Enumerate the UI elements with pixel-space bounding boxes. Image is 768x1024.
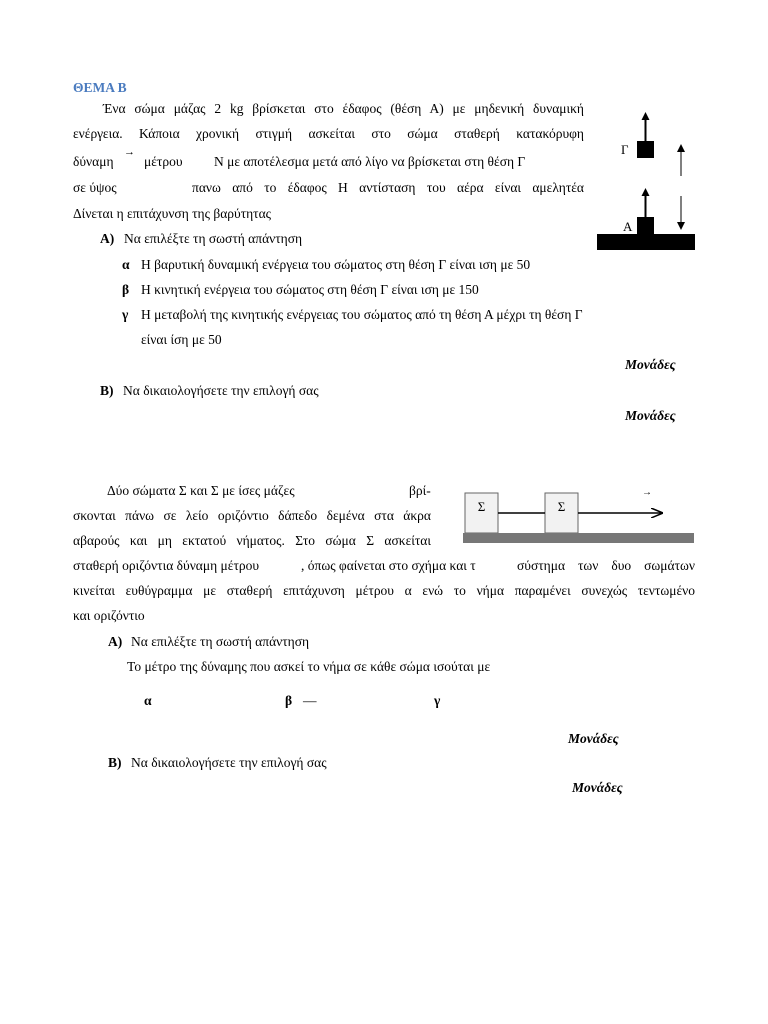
p1-option-continuation: είναι ίση με 50 (141, 332, 222, 347)
p2-choice-label: β (285, 693, 293, 708)
p2-choice-text: — (303, 693, 317, 708)
p1-points-label: Μονάδες (625, 408, 676, 423)
label-position-g: Γ (621, 142, 629, 157)
p1-option-text: Η κινητική ενέργεια του σώματος στη θέση Γ είναι ιση με 150 (141, 282, 479, 297)
p1-option-label: β (122, 282, 130, 297)
p2-line-4-start: σταθερή οριζόντια δύναμη μέτρου (73, 558, 260, 573)
section-title: ΘΕΜΑ Β (73, 80, 127, 95)
p2-part-a-text: Να επιλέξτε τη σωστή απάντηση (131, 634, 310, 649)
p2-part-a-label: Α) (108, 634, 123, 649)
p2-points-label: Μονάδες (572, 780, 623, 795)
p1-option-label: γ (122, 307, 129, 322)
p2-line-4-mid: , όπως φαίνεται στο σχήμα και τ (301, 558, 476, 573)
p1-line-4-start: σε ύψος (73, 180, 117, 195)
p1-line-5: Δίνεται η επιτάχυνση της βαρύτητας (73, 206, 272, 221)
p1-part-b-label: Β) (100, 383, 114, 398)
ground (597, 234, 695, 250)
p2-line-4-end: σύστημα των δυο σωμάτων (517, 558, 695, 573)
force-vector-mark: → (642, 487, 652, 498)
p1-points-label: Μονάδες (625, 357, 676, 372)
p2-part-b-label: Β) (108, 755, 122, 770)
p1-option-text: Η βαρυτική δυναμική ενέργεια του σώματος στη θέση Γ είναι ιση με 50 (141, 257, 531, 272)
p1-line-4-end: πανω από το έδαφος Η αντίσταση του αέρα είναι αμελητέα (192, 180, 584, 195)
p2-line-6: και οριζόντιο (73, 608, 145, 623)
p1-part-a-label: Α) (100, 231, 115, 246)
p2-line-5: κινείται ευθύγραμμα με σταθερή επιτάχυνση μέτρου α ενώ το νήμα παραμένει συνεχώς τεντωμένο (73, 583, 695, 598)
p1-line-3-start: δύναμη (73, 154, 114, 169)
p1-line-1: Ένα σώμα μάζας 2 kg βρίσκεται στο έδαφος (θέση Α) με μηδενική δυναμική (103, 101, 584, 116)
p1-line-2: ενέργεια. Κάποια χρονική στιγμή ασκείται στο σώμα σταθερή κατακόρυφη (73, 126, 584, 141)
p1-option-label: α (122, 257, 130, 272)
p2-line-1-start: Δύο σώματα Σ και Σ με ίσες μάζες (107, 483, 295, 498)
p2-part-b-text: Να δικαιολογήσετε την επιλογή σας (131, 755, 327, 770)
block-position-a (637, 217, 654, 234)
two-blocks-figure (460, 484, 698, 546)
p1-part-a-text: Να επιλέξτε τη σωστή απάντηση (124, 231, 303, 246)
floor (463, 533, 694, 543)
p2-question: Το μέτρο της δύναμης που ασκεί το νήμα σε κάθε σώμα ισούται με (127, 659, 491, 674)
p2-line-1-end: βρί- (409, 483, 431, 498)
p2-choice-label: α (144, 693, 152, 708)
force-vector-arrow: → (124, 146, 135, 158)
p1-part-b-text: Να δικαιολογήσετε την επιλογή σας (123, 383, 319, 398)
p2-points-label: Μονάδες (568, 731, 619, 746)
p1-line-3-mid: μέτρου (144, 154, 183, 169)
label-block-2: Σ (557, 499, 566, 514)
p1-option-text: Η μεταβολή της κινητικής ενέργειας του σώματος από τη θέση Α μέχρι τη θέση Γ (141, 307, 583, 322)
block-position-g (637, 141, 654, 158)
vertical-motion-figure (594, 106, 698, 256)
label-block-1: Σ (477, 499, 486, 514)
label-position-a: Α (623, 219, 633, 234)
p2-line-3: αβαρούς και μη εκτατού νήματος. Στο σώμα Σ ασκείται (73, 533, 431, 548)
p2-choice-label: γ (434, 693, 441, 708)
p2-line-2: σκονται πάνω σε λείο οριζόντιο δάπεδο δεμένα στα άκρα (73, 508, 431, 523)
p1-line-3-end: Ν με αποτέλεσμα μετά από λίγο να βρίσκεται στη θέση Γ (214, 154, 526, 169)
